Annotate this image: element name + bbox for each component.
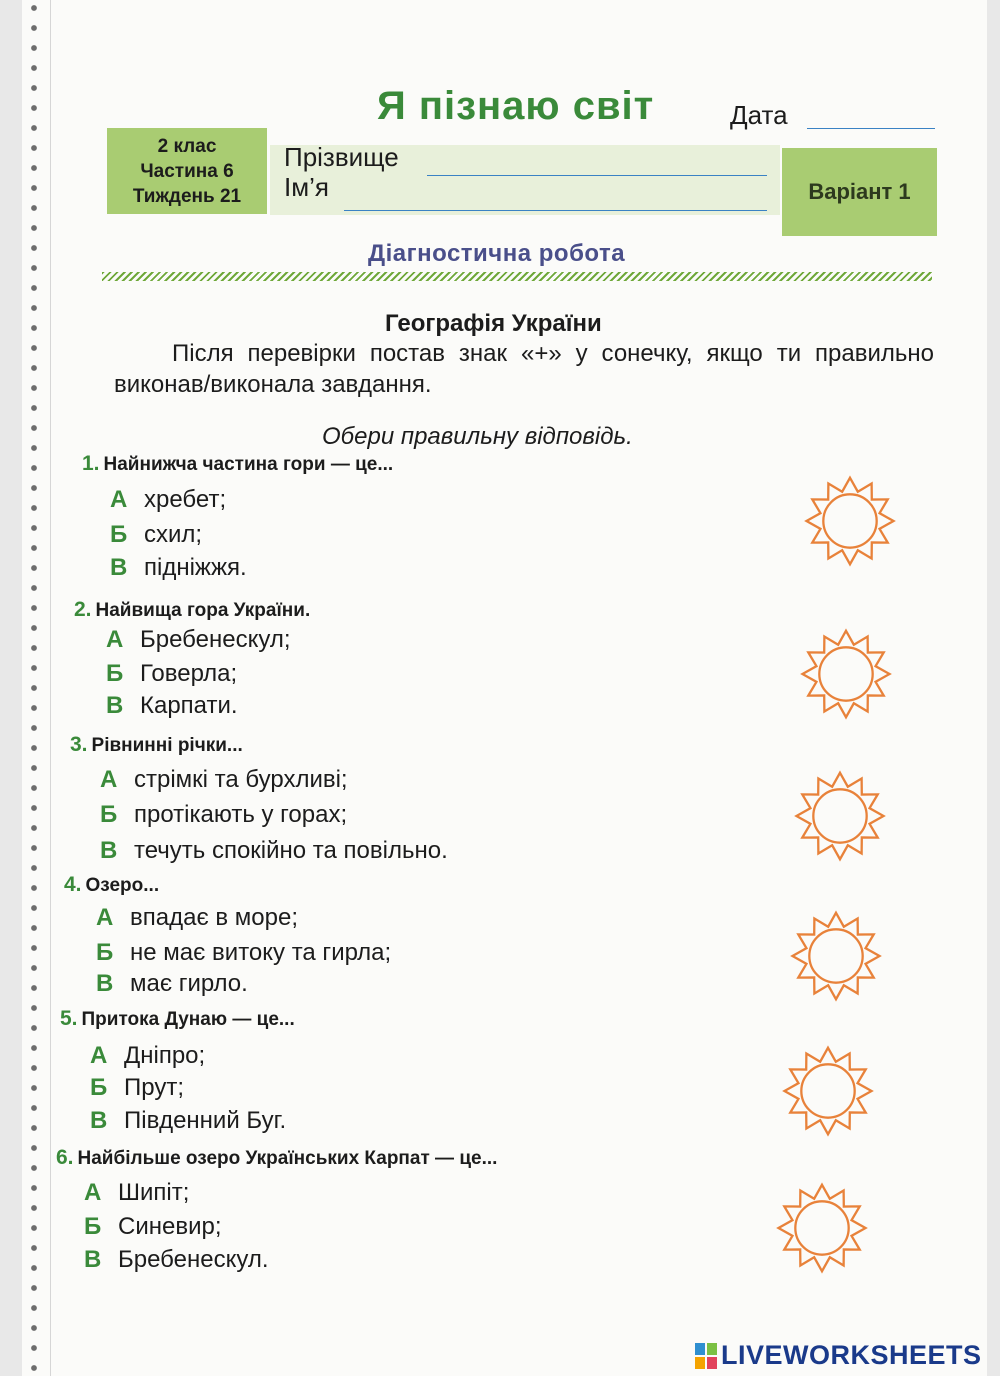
question-text: Найвища гора України.	[95, 600, 311, 621]
question-1	[82, 452, 393, 476]
name-field[interactable]	[344, 210, 767, 211]
option-2b[interactable]: Б Говерла;	[106, 660, 238, 687]
date-field[interactable]	[807, 128, 935, 129]
surname-label: Прізвище	[284, 142, 399, 172]
name-label: Ім’я	[284, 172, 329, 202]
brand-logo-icon	[695, 1343, 717, 1369]
question-text: Притока Дунаю — це...	[81, 1009, 295, 1030]
question-number: 2.	[74, 598, 92, 621]
question-text: Найнижча частина гори — це...	[103, 454, 394, 475]
page-title: Я пізнаю світ	[377, 84, 655, 128]
question-number: 5.	[60, 1007, 78, 1030]
part-label: Частина 6	[140, 161, 234, 182]
question-6	[56, 1146, 497, 1170]
choose-instruction: Обери правильну відповідь.	[322, 423, 633, 450]
date-label: Дата	[730, 100, 788, 130]
work-title: Діагностична робота	[368, 240, 626, 267]
class-label: 2 клас	[157, 136, 217, 157]
question-5	[60, 1007, 295, 1031]
option-6a[interactable]: А Шипіт;	[84, 1179, 190, 1206]
sun-check-6[interactable]	[776, 1182, 868, 1274]
sun-check-4[interactable]	[790, 910, 882, 1002]
section-title: Географія України	[385, 310, 602, 337]
option-2a[interactable]: А Бребенескул;	[106, 626, 291, 653]
question-number: 4.	[64, 873, 82, 896]
surname-field[interactable]	[427, 175, 767, 176]
question-text: Найбільше озеро Українських Карпат — це...	[77, 1148, 498, 1169]
option-2c[interactable]: В Карпати.	[106, 692, 238, 719]
option-4b[interactable]: Б не має витоку та гирла;	[96, 939, 392, 966]
variant-badge: Варіант 1	[782, 148, 937, 236]
option-1b[interactable]: Б схил;	[110, 521, 203, 548]
option-4c[interactable]: В має гирло.	[96, 970, 248, 997]
liveworksheets-brand	[695, 1340, 982, 1371]
instruction-text: Після перевірки постав знак «+» у сонечку, якщо ти правильно виконав/виконала завдання.	[114, 340, 934, 398]
option-3c[interactable]: В течуть спокійно та повільно.	[100, 837, 448, 864]
option-3a[interactable]: А стрімкі та бурхливі;	[100, 766, 348, 793]
class-info-box	[107, 128, 267, 214]
option-6b[interactable]: Б Синевир;	[84, 1213, 222, 1240]
option-5b[interactable]: Б Прут;	[90, 1074, 184, 1101]
question-number: 1.	[82, 452, 100, 475]
sun-check-2[interactable]	[800, 628, 892, 720]
brand-text: LIVEWORKSHEETS	[721, 1340, 982, 1370]
question-text: Рівнинні річки...	[91, 735, 243, 756]
option-6c[interactable]: В Бребенескул.	[84, 1246, 269, 1273]
option-1c[interactable]: В підніжжя.	[110, 554, 247, 581]
week-label: Тиждень 21	[132, 186, 242, 207]
sun-check-3[interactable]	[794, 770, 886, 862]
option-5a[interactable]: А Дніпро;	[90, 1042, 206, 1069]
question-number: 6.	[56, 1146, 74, 1169]
option-1a[interactable]: А хребет;	[110, 486, 227, 513]
spiral-binding	[22, 0, 51, 1376]
question-3	[70, 733, 243, 757]
question-number: 3.	[70, 733, 88, 756]
question-4	[64, 873, 159, 897]
sun-check-5[interactable]	[782, 1045, 874, 1137]
option-3b[interactable]: Б протікають у горах;	[100, 801, 348, 828]
decorative-stripe	[102, 272, 932, 281]
option-4a[interactable]: А впадає в море;	[96, 904, 298, 931]
question-2	[74, 598, 310, 622]
question-text: Озеро...	[85, 875, 160, 896]
worksheet-page	[22, 0, 987, 1376]
option-5c[interactable]: В Південний Буг.	[90, 1107, 287, 1134]
sun-check-1[interactable]	[804, 475, 896, 567]
